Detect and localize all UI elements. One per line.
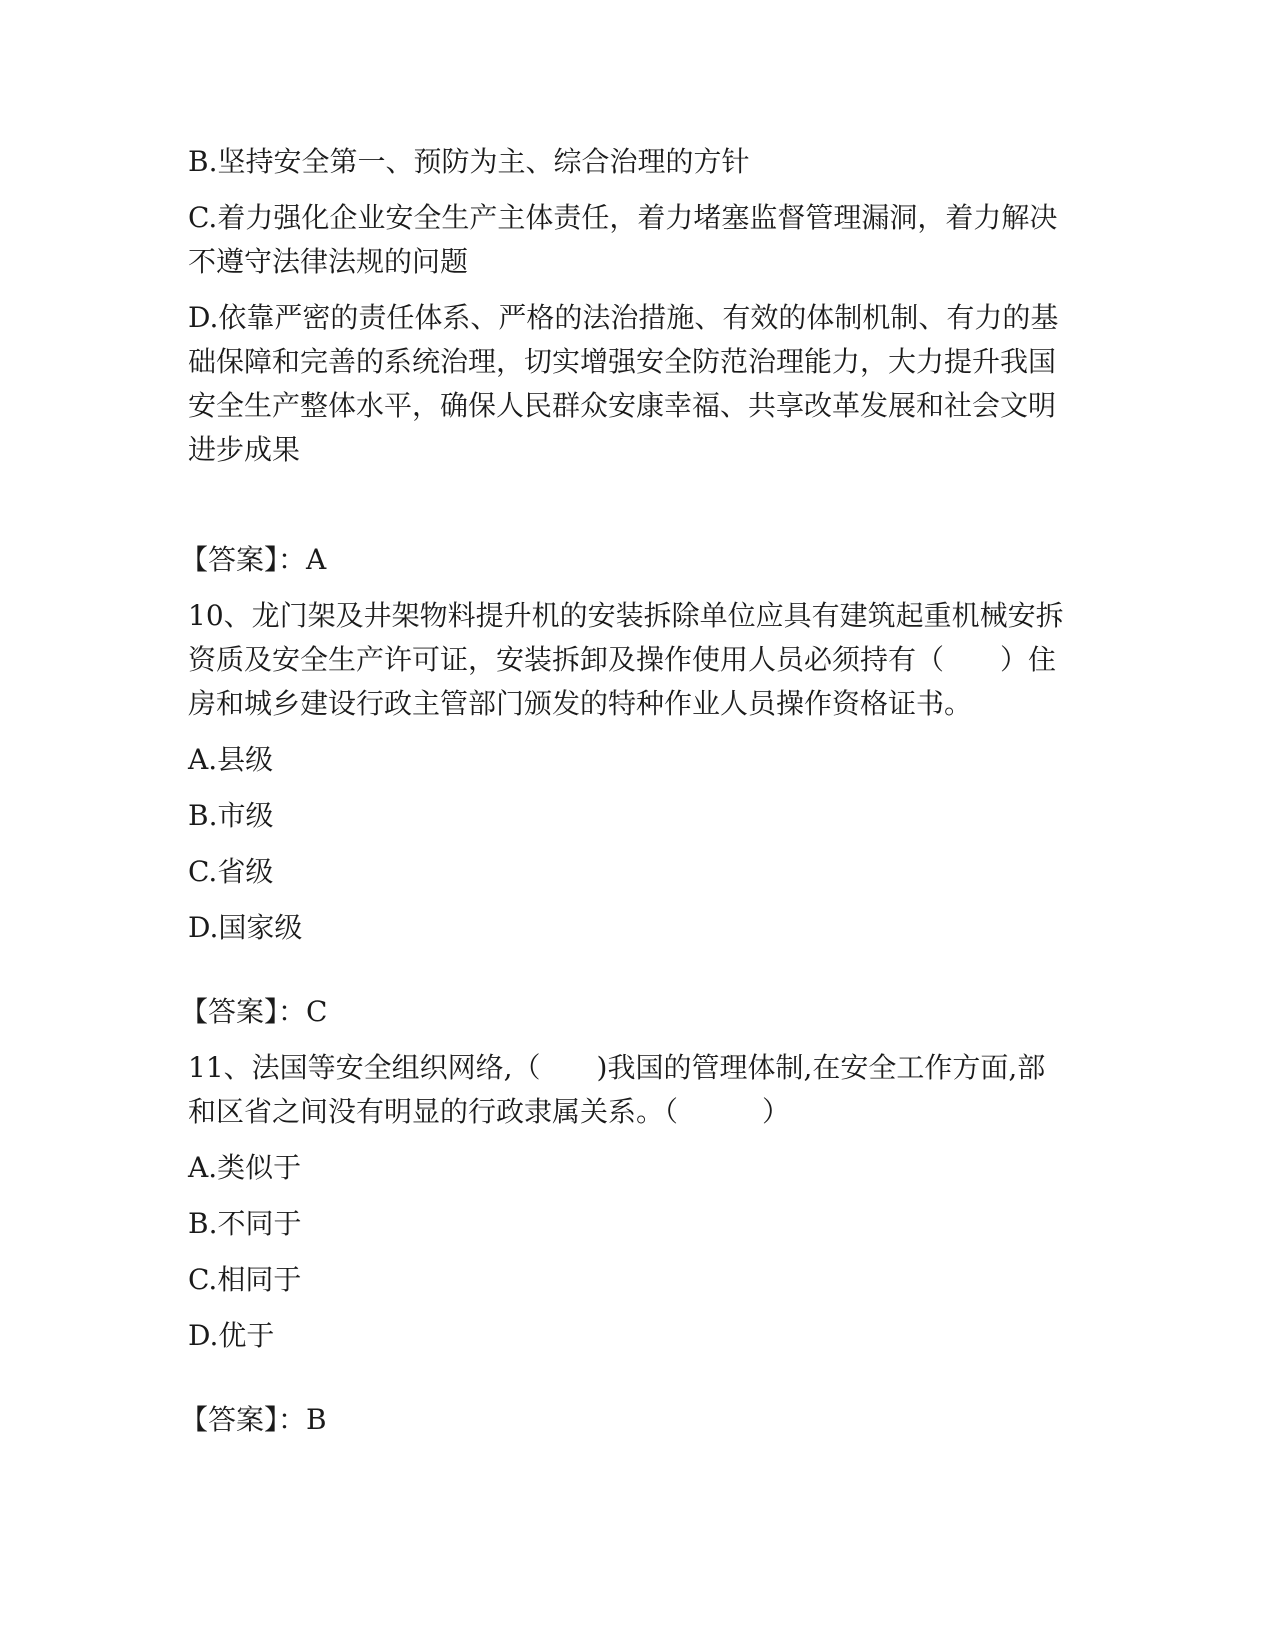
q10-option-b: B.市级 bbox=[188, 799, 274, 832]
answer-prev: 【答案】：A bbox=[180, 543, 327, 576]
option-c: C.着力强化企业安全生产主体责任，着力堵塞监督管理漏洞，着力解决不遵守法律法规的问题 bbox=[188, 201, 1058, 278]
q10-option-d: D.国家级 bbox=[188, 911, 303, 944]
q11-option-d: D.优于 bbox=[188, 1319, 275, 1352]
answer-q11: 【答案】：B bbox=[180, 1403, 327, 1436]
option-b: B.坚持安全第一、预防为主、综合治理的方针 bbox=[188, 145, 750, 178]
question-10-stem: 10、龙门架及井架物料提升机的安装拆除单位应具有建筑起重机械安拆资质及安全生产许可证，安装拆卸及操作使用人员必须持有（ ）住房和城乡建设行政主管部门颁发的特种作业人员操作资格证书。 bbox=[188, 599, 1064, 720]
q11-option-a: A.类似于 bbox=[188, 1151, 302, 1184]
q11-option-b: B.不同于 bbox=[188, 1207, 302, 1240]
option-d: D.依靠严密的责任体系、严格的法治措施、有效的体制机制、有力的基础保障和完善的系统治理，切实增强安全防范治理能力，大力提升我国安全生产整体水平，确保人民群众安康幸福、共享改革发展和社会文明进步成果 bbox=[188, 301, 1059, 466]
q10-option-c: C.省级 bbox=[188, 855, 274, 888]
document-page bbox=[180, 140, 1068, 1454]
answer-q10: 【答案】：C bbox=[180, 995, 328, 1028]
q10-option-a: A.县级 bbox=[188, 743, 274, 776]
question-11-stem: 11、法国等安全组织网络,（ )我国的管理体制,在安全工作方面,部和区省之间没有明显的行政隶属关系。（ ） bbox=[188, 1051, 1046, 1128]
q11-option-c: C.相同于 bbox=[188, 1263, 302, 1296]
